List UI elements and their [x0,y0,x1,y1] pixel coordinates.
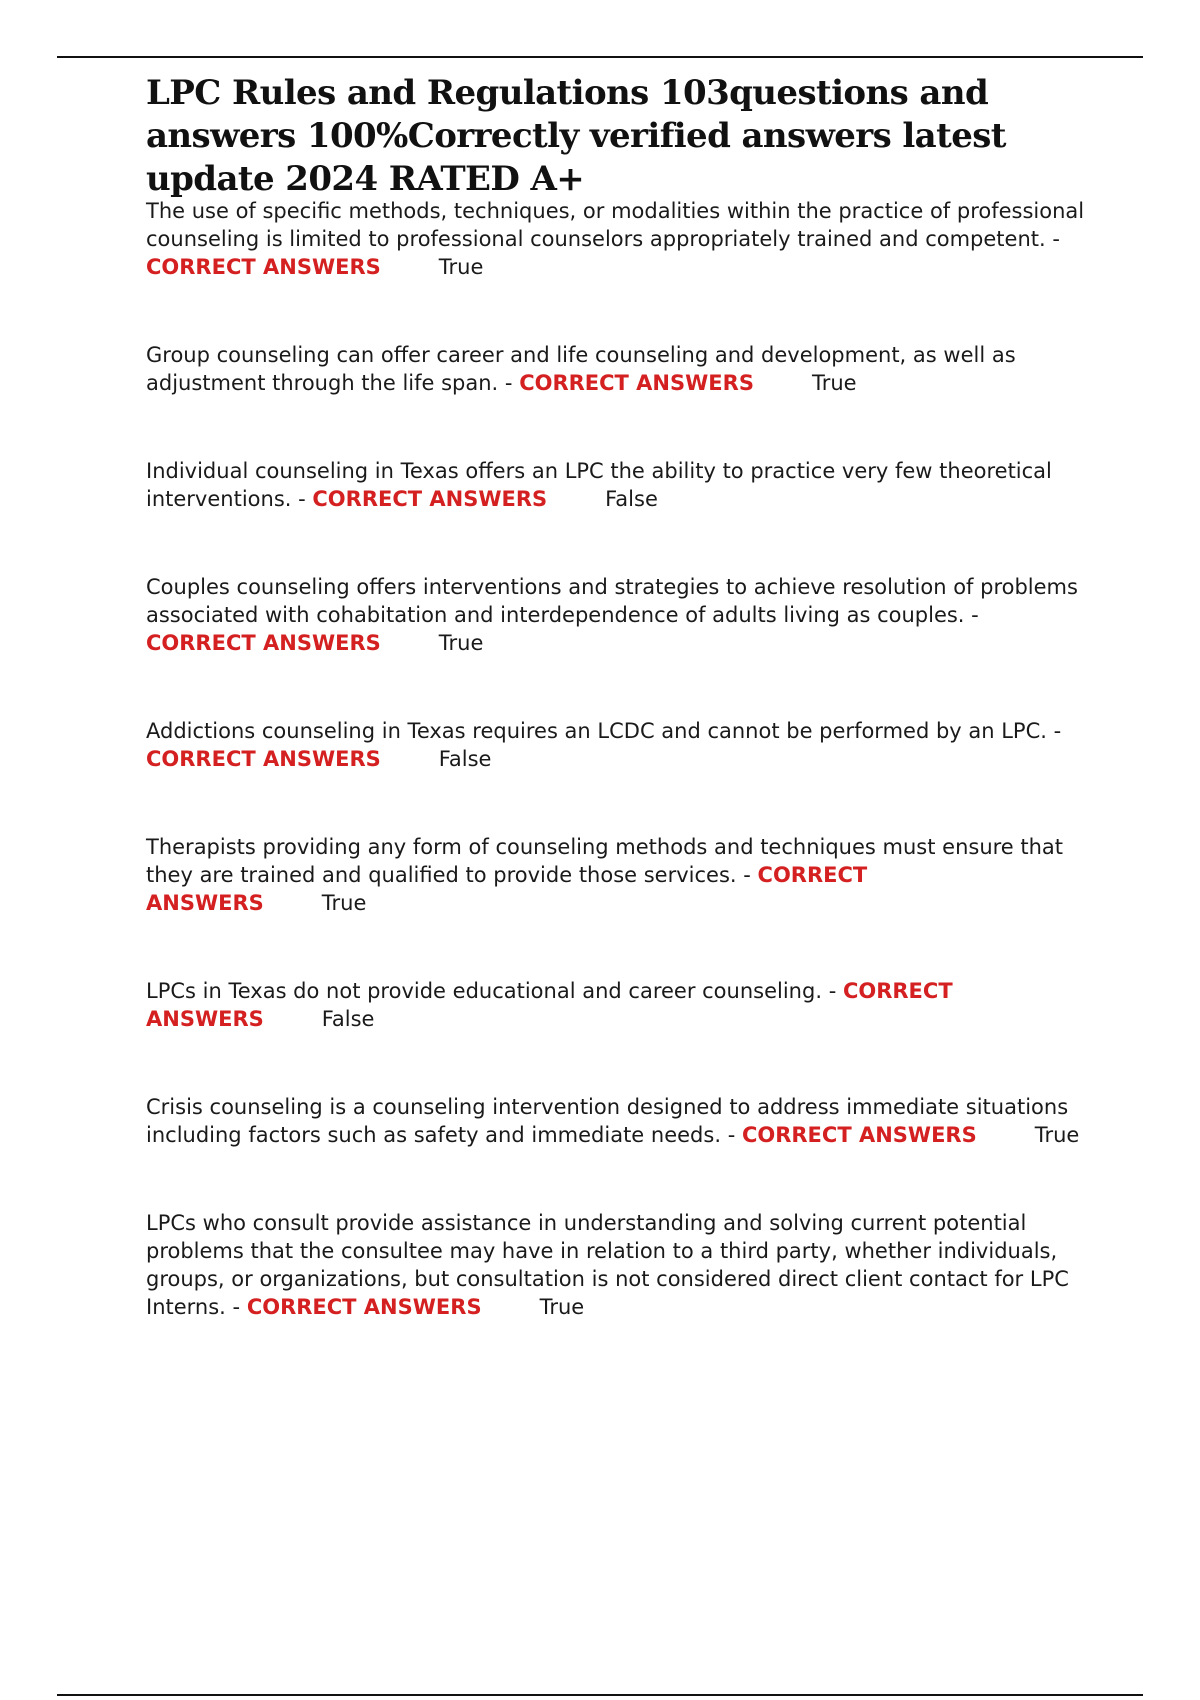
answer-value: True [539,1295,585,1319]
correct-answers-label: CORRECT ANSWERS [146,631,381,655]
qa-item [146,197,1086,281]
qa-item [146,457,1086,513]
separator: - [504,371,513,395]
qa-item [146,833,1086,917]
question-text: Therapists providing any form of counseling methods and techniques must ensure that they are trained and qualified to provide those services. [146,835,1064,887]
question-text: Addictions counseling in Texas requires an LCDC and cannot be performed by an LPC. [146,719,1047,743]
correct-answers-label: CORRECT ANSWERS [741,1123,977,1147]
answer-value: True [438,255,484,279]
question-text: LPCs in Texas do not provide educational and career counseling. [146,979,822,1003]
correct-answers-label: CORRECT ANSWERS [312,487,548,511]
qa-item [146,717,1086,773]
answer-value: False [321,1007,375,1031]
correct-answers-label: CORRECT ANSWERS [146,979,953,1031]
answer-value: True [1034,1123,1080,1147]
separator: - [828,979,837,1003]
correct-answers-label: CORRECT ANSWERS [146,863,868,915]
correct-answers-label: CORRECT ANSWERS [519,371,754,395]
answer-value: False [438,747,492,771]
question-text: Crisis counseling is a counseling intervention designed to address immediate situations including factors such as safety and immediate needs. [146,1095,1069,1147]
qa-item [146,1093,1086,1149]
question-text: LPCs who consult provide assistance in understanding and solving current potential problems that the consultee may have in relation to a third party, whether individuals, groups, or organizations, but consultation is not considered direct client contact for LPC Interns. [146,1211,1069,1319]
answer-value: True [438,631,484,655]
correct-answers-label: CORRECT ANSWERS [146,747,381,771]
question-text: Group counseling can offer career and life counseling and development, as well as adjustment through the life span. [146,343,1016,395]
qa-item [146,977,1086,1033]
separator: - [1052,227,1060,251]
correct-answers-label: CORRECT ANSWERS [146,255,381,279]
separator: - [1053,719,1062,743]
question-text: Couples counseling offers interventions and strategies to achieve resolution of problems associated with cohabitation and interdependence of adults living as couples. [146,575,1078,627]
separator: - [727,1123,736,1147]
question-text: The use of specific methods, techniques, or modalities within the practice of professional counseling is limited to professional counselors appropriately trained and competent. [146,199,1085,251]
qa-item [146,1209,1086,1321]
answer-value: True [811,371,857,395]
separator: - [743,863,751,887]
answer-value: False [605,487,658,511]
question-text: Individual counseling in Texas offers an LPC the ability to practice very few theoretical interventions. [146,459,1052,511]
answer-value: True [321,891,367,915]
top-rule [57,56,1143,58]
separator: - [971,603,979,627]
qa-item [146,341,1086,397]
qa-list [146,197,1086,1381]
bottom-rule [57,1694,1143,1696]
page-title: LPC Rules and Regulations 103questions and answers 100%Correctly verified answers latest update 2024 RATED A+ [146,73,1006,199]
separator: - [232,1295,241,1319]
correct-answers-label: CORRECT ANSWERS [246,1295,482,1319]
separator: - [298,487,306,511]
qa-item [146,573,1086,657]
